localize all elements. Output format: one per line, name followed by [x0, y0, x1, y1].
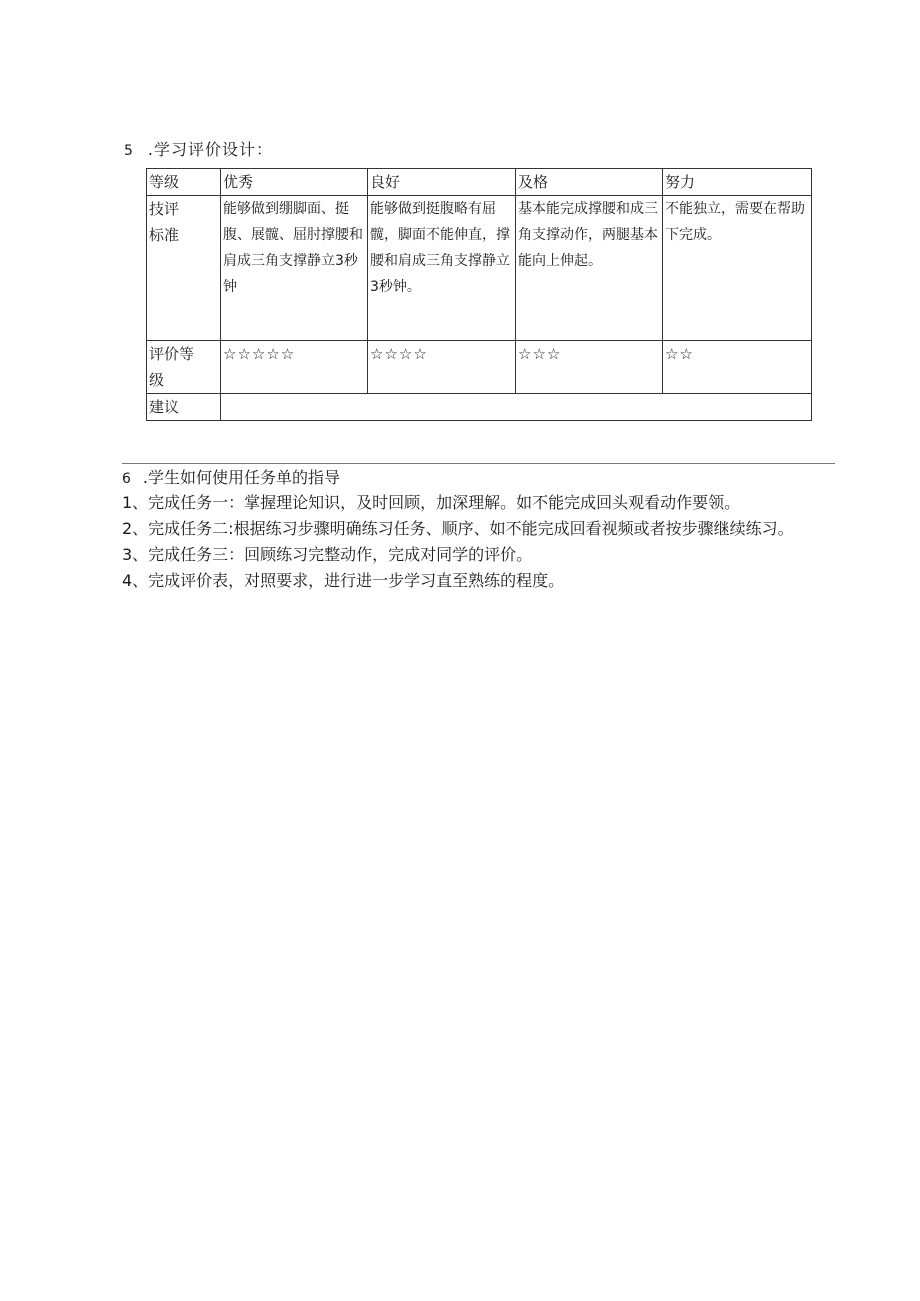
section-5-heading: [124, 137, 273, 160]
section-6-number: 6: [122, 471, 131, 487]
criteria-pass: 基本能完成撑腰和成三角支撑动作，两腿基本能向上伸起。: [516, 196, 663, 341]
header-excellent: 优秀: [221, 169, 368, 196]
advice-label: 建议: [147, 394, 221, 421]
rating-excellent: ☆☆☆☆☆: [221, 341, 368, 394]
list-item: 2、完成任务二:根据练习步骤明确练习任务、顺序、如不能完成回看视频或者按步骤继续练习。: [122, 519, 794, 538]
table-row-criteria: [147, 196, 812, 341]
table-row-ratings: [147, 341, 812, 394]
advice-value: [221, 394, 812, 421]
section-6: [122, 466, 835, 595]
evaluation-table: [146, 168, 812, 421]
section-6-heading: [122, 466, 835, 491]
list-item: 3、完成任务三：回顾练习完整动作，完成对同学的评价。: [122, 545, 533, 564]
criteria-label: 技评 标准: [147, 196, 221, 341]
section-6-title: .学生如何使用任务单的指导: [142, 468, 341, 487]
header-effort: 努力: [663, 169, 812, 196]
rating-pass: ☆☆☆: [516, 341, 663, 394]
header-pass: 及格: [516, 169, 663, 196]
rating-good: ☆☆☆☆: [368, 341, 516, 394]
list-item: 4、完成评价表，对照要求，进行进一步学习直至熟练的程度。: [122, 571, 565, 590]
header-good: 良好: [368, 169, 516, 196]
table-header-row: [147, 169, 812, 196]
criteria-excellent: 能够做到绷脚面、挺腹、展髋、屈肘撑腰和肩成三角支撑静立3秒钟: [221, 196, 368, 341]
divider: [122, 463, 835, 464]
table-row-advice: [147, 394, 812, 421]
criteria-effort: 不能独立，需要在帮助下完成。: [663, 196, 812, 341]
rating-label: 评价等 级: [147, 341, 221, 394]
section-5-title: .学习评价设计：: [147, 140, 274, 159]
list-item: 1、完成任务一：掌握理论知识，及时回顾，加深理解。如不能完成回头观看动作要领。: [122, 493, 741, 512]
header-level: 等级: [147, 169, 221, 196]
criteria-good: 能够做到挺腹略有屈髋，脚面不能伸直，撑腰和肩成三角支撑静立3秒钟。: [368, 196, 516, 341]
rating-effort: ☆☆: [663, 341, 812, 394]
section-5-number: 5: [124, 143, 134, 159]
